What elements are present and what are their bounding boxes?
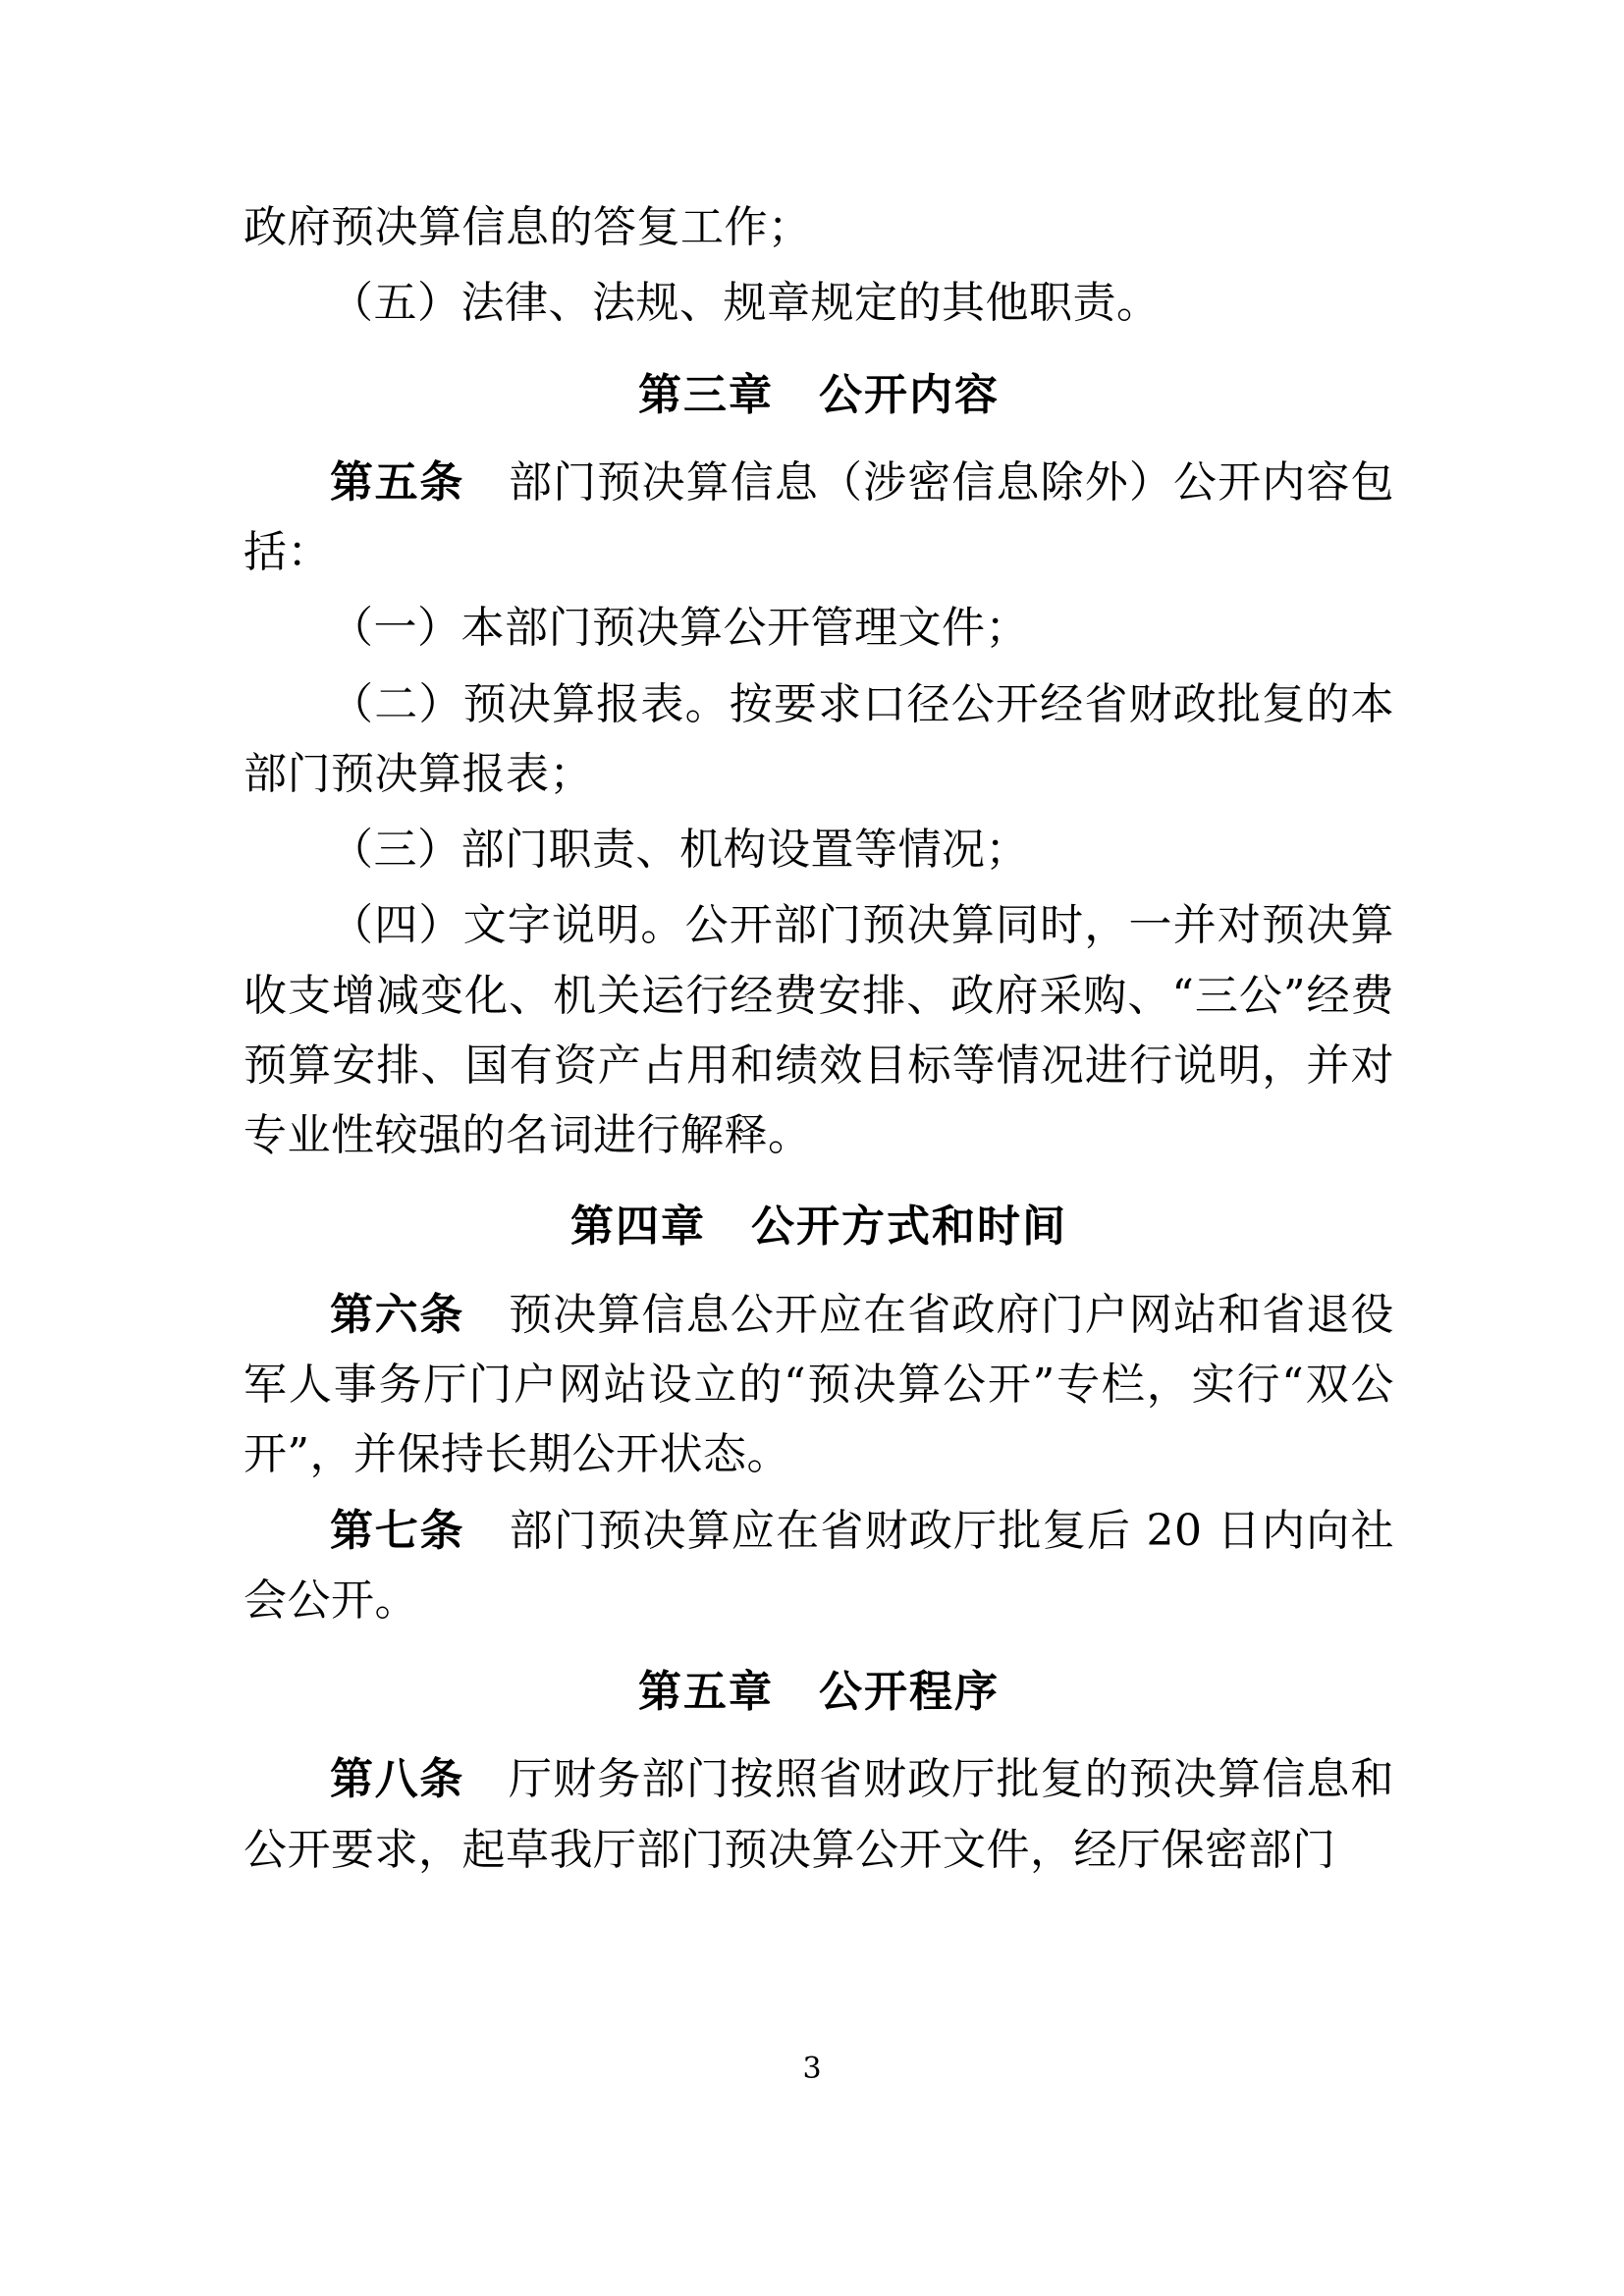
- article-paragraph: [244, 448, 1394, 588]
- article-label: 第七条: [330, 1505, 465, 1556]
- chapter-heading: 第五章 公开程序: [638, 1667, 1000, 1718]
- page-number: 3: [802, 2052, 822, 2086]
- document-body: [244, 192, 1394, 1891]
- article-paragraph: [244, 1744, 1394, 1885]
- paragraph: （二）预决算报表。按要求口径公开经省财政批复的本部门预决算报表；: [244, 678, 1394, 799]
- paragraph: （五）法律、法规、规章规定的其他职责。: [330, 278, 1161, 329]
- chapter-heading: 第三章 公开内容: [638, 369, 1000, 420]
- paragraph: 政府预决算信息的答复工作；: [244, 202, 812, 252]
- article-label: 第六条: [330, 1289, 464, 1340]
- article-text: 厅财务部门按照省财政厅批复的预决算信息和公开要求，起草我厅部门预决算公开文件，经厅保密部门: [244, 1754, 1395, 1875]
- article-label: 第八条: [330, 1754, 464, 1805]
- article-paragraph: [244, 1280, 1394, 1490]
- chapter-heading: 第四章 公开方式和时间: [570, 1201, 1067, 1253]
- paragraph: （一）本部门预决算公开管理文件；: [330, 603, 1029, 654]
- article-text: 部门预决算信息（涉密信息除外）公开内容包括：: [244, 456, 1395, 578]
- paragraph: （三）部门职责、机构设置等情况；: [330, 825, 1029, 876]
- article-label: 第五条: [330, 456, 464, 507]
- paragraph: （四）文字说明。公开部门预决算同时，一并对预决算收支增减变化、机关运行经费安排、政府采购、“三公”经费预算安排、国有资产占用和绩效目标等情况进行说明，并对专业性较强的名词进行解释。: [244, 900, 1394, 1161]
- article-paragraph: [244, 1496, 1394, 1636]
- article-text: 部门预决算应在省财政厅批复后 20 日内向社会公开。: [244, 1505, 1395, 1626]
- article-text: 预决算信息公开应在省政府门户网站和省退役军人事务厅门户网站设立的“预决算公开”专栏，实行“双公开”，并保持长期公开状态。: [244, 1289, 1395, 1480]
